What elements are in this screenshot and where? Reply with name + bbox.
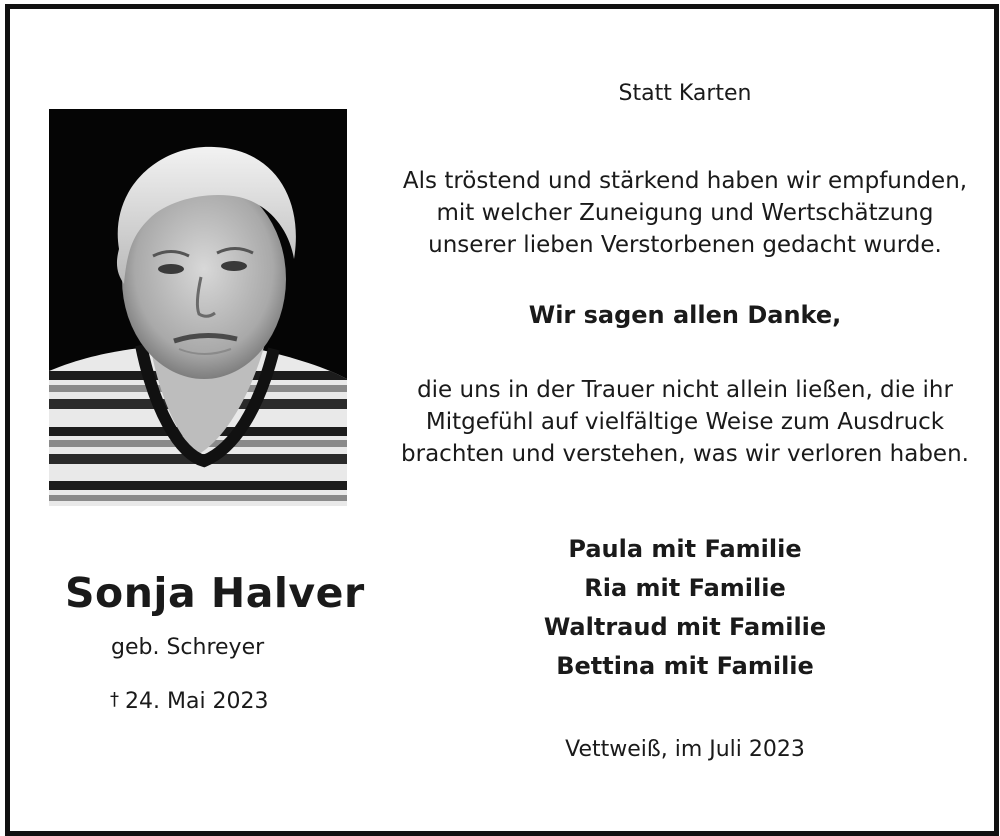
death-date: 24. Mai 2023 [125,689,269,714]
maiden-name: geb. Schreyer [111,635,265,660]
intro-line: mit welcher Zuneigung und Wertschätzung [436,200,934,226]
body-line: die uns in der Trauer nicht allein ließen, die ihr [417,377,953,403]
notice-frame [5,4,999,836]
signature-line: Bettina mit Familie [556,652,814,680]
signature-line: Waltraud mit Familie [543,613,827,641]
portrait-photo [49,109,347,506]
deceased-name: Sonja Halver [65,569,365,617]
thanks-heading: Wir sagen allen Danke, [528,301,842,329]
intro-line: Als tröstend und stärkend haben wir empfunden, [402,168,968,194]
signature-line: Ria mit Familie [584,574,786,602]
body-paragraph [401,374,969,470]
statt-karten: Statt Karten [618,81,752,106]
signature-line: Paula mit Familie [568,535,802,563]
intro-paragraph [403,165,967,261]
intro-line: unserer lieben Verstorbenen gedacht wurde. [428,232,942,258]
death-date-line [110,689,269,714]
body-line: Mitgefühl auf vielfältige Weise zum Ausdruck [425,409,945,435]
cross-icon: † [110,689,119,710]
place-date: Vettweiß, im Juli 2023 [565,737,805,762]
body-line: brachten und verstehen, was wir verloren haben. [401,441,969,467]
signature-block [544,530,826,686]
